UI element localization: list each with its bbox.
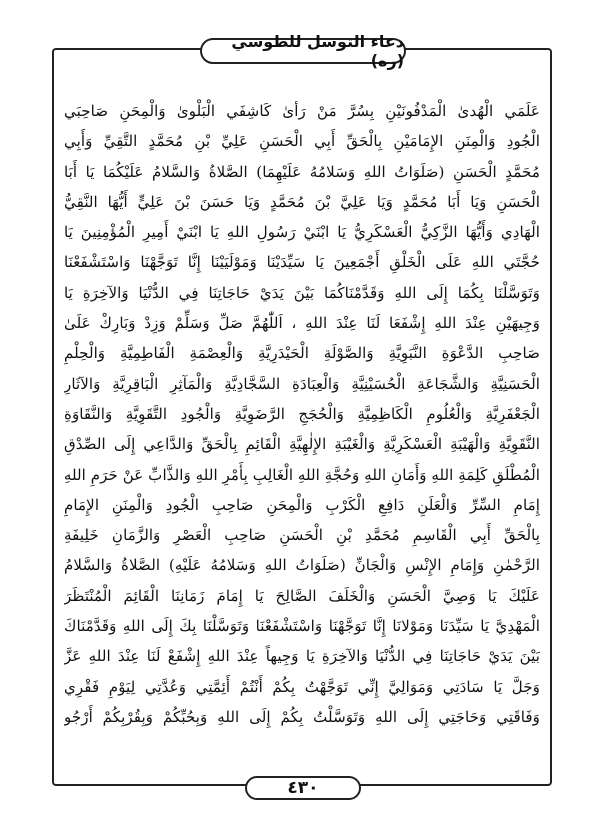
prayer-text-body	[64, 96, 540, 762]
text-line: الْهَادِي وَأَيُّهَا الزَّكِيُّ الْعَسْكَرِيُّ يَا ابْنَيْ رَسُولِ اللهِ يَا ابْنَيْ أَمِيرِ الْمُؤْمِنِينَ يَا	[64, 223, 540, 242]
text-line: الْمَهْدِيَّ يَا سَيِّدَنَا وَمَوْلانَا إِنَّا تَوَجَّهْنَا وَاسْتَشْفَعْنَا وَتَوَسَّلْنَا بِكَ إِلَى اللهِ وَقَدَّمْنَاكَ	[64, 617, 540, 636]
text-line: وَتَوَسَّلْنَا بِكُمَا إِلَى اللهِ وَقَدَّمْنَاكُمَا بَيْنَ يَدَيْ حَاجَاتِنَا فِي الدُّنْيَا وَالآخِرَةِ يَا	[64, 283, 540, 302]
text-line: إِمَامِ السِّرِّ وَالْعَلَنِ دَافِعِ الْكَرْبِ وَالْمِحَنِ صَاحِبِ الْجُودِ وَالْمِنَنِ الإِمَامِ	[64, 495, 540, 514]
page-number-box	[245, 776, 361, 800]
text-line: الْحَسَنِ وَيَا أَبَا مُحَمَّدٍ وَيَا عَلِيَّ بْنَ مُحَمَّدٍ وَيَا حَسَنَ بْنَ عَلِيٍّ أَيُّهَا النَّقِيُّ	[64, 192, 540, 211]
text-line: الْجَعْفَرِيَّةِ وَالْعُلُومِ الْكَاظِمِيَّةِ وَالْحُجَجِ الرَّضَوِيَّةِ وَالْجُودِ التَّقَوِيَّةِ وَالنَّقَاوَةِ	[64, 404, 540, 423]
text-line: وَجَلَّ يَا سَادَتِي وَمَوَالِيَّ إِنِّي تَوَجَّهْتُ بِكُمْ أَنْتُمْ أَئِمَّتِي وَعُدَّتِي لِيَوْمِ فَقْرِي	[64, 677, 540, 696]
text-line: وَجِيهَيْنِ عِنْدَ اللهِ إِشْفَعَا لَنَا عِنْدَ اللهِ ، اَللّٰهُمَّ صَلِّ وَسَلِّمْ وَزِدْ وَبَارِكْ عَلَىٰ	[64, 314, 540, 333]
text-line: صَاحِبِ الدَّعْوَةِ النَّبَوِيَّةِ وَالصَّوْلَةِ الْحَيْدَرِيَّةِ وَالْعِصْمَةِ الْفَاطِمِيَّةِ وَالْحِلْمِ	[64, 344, 540, 363]
text-line: الْمُطْلَقِ كَلِمَةِ اللهِ وَأَمَانِ اللهِ وَحُجَّةِ اللهِ الْغَالِبِ بِأَمْرِ اللهِ وَالذَّابِّ عَنْ حَرَمِ اللهِ	[64, 465, 540, 484]
text-line: النَّقَوِيَّةِ وَالْهَيْبَةِ الْعَسْكَرِيَّةِ وَالْغَيْبَةِ الإِلٰهِيَّةِ الْقَائِمِ بِالْحَقِّ وَالدَّاعِي إِلَى الصِّدْقِ	[64, 435, 540, 454]
page-header	[200, 32, 406, 70]
text-line: عَلَمَي الْهُدىٰ الْمَدْفُونَيْنِ بِسُرَّ مَنْ رَأىٰ كَاشِفَي الْبَلْوىٰ وَالْمِحَنِ صَاحِبَي	[64, 102, 540, 120]
text-line: بَيْنَ يَدَيْ حَاجَاتِنَا فِي الدُّنْيَا وَالآخِرَةِ يَا وَجِيهاً عِنْدَ اللهِ إِشْفَعْ لَنَا عِنْدَ اللهِ عَزَّ	[64, 647, 540, 666]
text-line: عَلَيْكَ يَا وَصِيَّ الْحَسَنِ وَالْخَلَفَ الصَّالِحَ يَا إِمَامَ زَمَانِنَا الْقَائِمَ الْمُنْتَظَرَ	[64, 586, 540, 605]
text-line: الْجُودِ وَالْمِنَنِ الإِمَامَيْنِ بِالْحَقِّ أَبِي الْحَسَنِ عَلِيِّ بْنِ مُحَمَّدٍ التَّقِيِّ وَأَبِي	[64, 132, 540, 151]
text-line: حُجَّتَي اللهِ عَلَى الْخَلْقِ أَجْمَعِينَ يَا سَيِّدَيْنَا وَمَوْلَيَيْنَا إِنَّا تَوَجَّهْنَا وَاسْتَشْفَعْنَا	[64, 253, 540, 272]
text-line: بِالْحَقِّ أَبِي الْقَاسِمِ مُحَمَّدِ بْنِ الْحَسَنِ صَاحِبِ الْعَصْرِ وَالزَّمَانِ خَلِيفَةِ	[64, 526, 540, 545]
page-header-title: دعاء التوسل للطوسي (ره)	[231, 32, 404, 70]
text-line: مُحَمَّدٍ الْحَسَنِ (صَلَوَاتُ اللهِ وَسَلامُهُ عَلَيْهِمَا) الصَّلاةُ وَالسَّلامُ عَلَيْكُمَا يَا أَبَا	[64, 162, 540, 181]
text-line: الْحَسَنِيَّةِ وَالشَّجَاعَةِ الْحُسَيْنِيَّةِ وَالْعِبَادَةِ السَّجَّادِيَّةِ وَالْمَآثِرِ الْبَاقِرِيَّةِ وَالآثَارِ	[64, 374, 540, 393]
page-number: ٤٣٠	[287, 778, 319, 798]
text-line: وَفَاقَتِي وَحَاجَتِي إِلَى اللهِ وَتَوَسَّلْتُ بِكُمْ إِلَى اللهِ وَبِحُبِّكُمْ وَبِقُرْبِكُمْ أَرْجُو	[64, 707, 540, 726]
text-line: الرَّحْمٰنِ وَإِمَامِ الإِنْسِ وَالْجَانِّ (صَلَوَاتُ اللهِ وَسَلامُهُ عَلَيْهِ) الصَّلاةُ وَالسَّلامُ	[64, 556, 540, 575]
